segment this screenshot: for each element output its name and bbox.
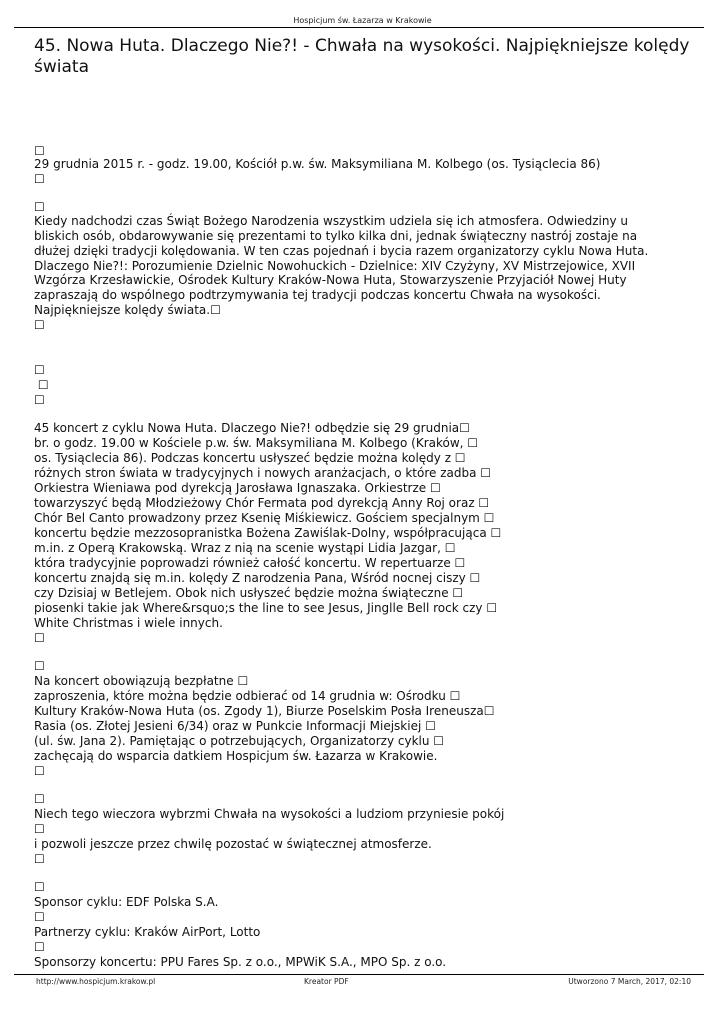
body-line: Chór Bel Canto prowadzony przez Ksenię Miśkiewicz. Gościem specjalnym ☐ <box>34 511 495 525</box>
body-line: ☐ <box>34 144 45 158</box>
body-line: Sponsor cyklu: EDF Polska S.A. <box>34 895 219 909</box>
body-line: i pozwoli jeszcze przez chwilę pozostać w świątecznej atmosferze. <box>34 837 432 851</box>
body-line: czy Dzisiaj w Betlejem. Obok nich usłyszeć będzie można świąteczne ☐ <box>34 586 464 600</box>
body-line: Orkiestra Wieniawa pod dyrekcją Jarosława Ignaszaka. Orkiestrze ☐ <box>34 481 441 495</box>
body-line: Kultury Kraków-Nowa Huta (os. Zgody 1), Biurze Poselskim Posła Ireneusza☐ <box>34 704 495 718</box>
body-line: ☐ <box>34 200 45 214</box>
footer-created-date: Utworzono 7 March, 2017, 02:10 <box>568 977 691 986</box>
body-line: Niech tego wieczora wybrzmi Chwała na wysokości a ludziom przyniesie pokój <box>34 807 505 821</box>
body-line: ☐ <box>34 172 45 186</box>
body-line: koncertu będzie mezzosopranistka Bożena Zawiślak-Dolny, współpracująca ☐ <box>34 526 502 540</box>
header-rule <box>14 27 704 28</box>
body-line: Sponsorzy koncertu: PPU Fares Sp. z o.o., MPWiK S.A., MPO Sp. z o.o. <box>34 955 447 969</box>
body-line: różnych stron świata w tradycyjnych i nowych aranżacjach, o które zadba ☐ <box>34 466 492 480</box>
body-line: m.in. z Operą Krakowską. Wraz z nią na scenie wystąpi Lidia Jazgar, ☐ <box>34 541 456 555</box>
body-line: zachęcają do wsparcia datkiem Hospicjum św. Łazarza w Krakowie. <box>34 749 438 763</box>
body-line: bliskich osób, obdarowywanie się prezentami to tylko kilka dni, jednak świąteczny nastrój zostaje na <box>34 229 638 243</box>
body-line: Najpiękniejsze kolędy świata.☐ <box>34 303 221 317</box>
body-line: ☐ <box>34 631 45 645</box>
body-line: zapraszają do wspólnego podtrzymywania tej tradycji podczas koncertu Chwała na wysokości. <box>34 288 601 302</box>
body-line: ☐ <box>34 659 45 673</box>
body-line: ☐ <box>34 852 45 866</box>
page-title: 45. Nowa Huta. Dlaczego Nie?! - Chwała na wysokości. Najpiękniejsze kolędy świata <box>34 36 690 77</box>
body-line: ☐ <box>34 363 45 377</box>
body-line: ☐ <box>34 940 45 954</box>
body-line: zaproszenia, które można będzie odbierać od 14 grudnia w: Ośrodku ☐ <box>34 689 461 703</box>
body-line: dłużej dzięki tradycji kolędowania. W ten czas pojednań i bycia razem organizatorzy cyklu Nowa Huta. <box>34 244 649 258</box>
footer-url-link[interactable]: http://www.hospicjum.krakow.pl <box>36 977 156 986</box>
body-line: ☐ <box>34 822 45 836</box>
body-line: os. Tysiąclecia 86). Podczas koncertu usłyszeć będzie można kolędy z ☐ <box>34 451 466 465</box>
body-line: ☐ <box>34 764 45 778</box>
body-line: Na koncert obowiązują bezpłatne ☐ <box>34 674 249 688</box>
body-line: br. o godz. 19.00 w Kościele p.w. św. Maksymiliana M. Kolbego (Kraków, ☐ <box>34 436 479 450</box>
body-line: ☐ <box>34 792 45 806</box>
body-line: Dlaczego Nie?!: Porozumienie Dzielnic Nowohuckich - Dzielnice: XIV Czyżyny, XV Mistrzejowice, XVII <box>34 259 636 273</box>
body-line: koncertu znajdą się m.in. kolędy Z narodzenia Pana, Wśród nocnej ciszy ☐ <box>34 571 481 585</box>
body-line: 29 grudnia 2015 r. - godz. 19.00, Kościół p.w. św. Maksymiliana M. Kolbego (os. Tysiąclecia 86) <box>34 157 601 171</box>
body-line: White Christmas i wiele innych. <box>34 616 223 630</box>
page-header: Hospicjum św. Łazarza w Krakowie <box>293 16 432 25</box>
body-line: Rasia (os. Złotej Jesieni 6/34) oraz w Punkcie Informacji Miejskiej ☐ <box>34 719 436 733</box>
body-line: (ul. św. Jana 2). Pamiętając o potrzebujących, Organizatorzy cyklu ☐ <box>34 734 445 748</box>
body-line: ☐ <box>34 910 45 924</box>
body-line: towarzyszyć będą Młodzieżowy Chór Fermata pod dyrekcją Anny Roj oraz ☐ <box>34 496 490 510</box>
body-line: 45 koncert z cyklu Nowa Huta. Dlaczego Nie?! odbędzie się 29 grudnia☐ <box>34 421 470 435</box>
body-line: piosenki takie jak Where&rsquo;s the line to see Jesus, Jinglle Bell rock czy ☐ <box>34 601 498 615</box>
body-line: która tradycyjnie poprowadzi również całość koncertu. W repertuarze ☐ <box>34 556 466 570</box>
body-line: Partnerzy cyklu: Kraków AirPort, Lotto <box>34 925 261 939</box>
body-line: Kiedy nadchodzi czas Świąt Bożego Narodzenia wszystkim udziela się ich atmosfera. Odwiedziny u <box>34 214 628 228</box>
footer-generator: Kreator PDF <box>304 977 349 986</box>
footer-rule <box>14 974 704 975</box>
body-line: ☐ <box>34 393 45 407</box>
body-line: ☐ <box>34 880 45 894</box>
body-line: Wzgórza Krzesławickie, Ośrodek Kultury Kraków-Nowa Huta, Stowarzyszenie Przyjaciół Nowej Huty <box>34 273 627 287</box>
body-line: ☐ <box>34 378 49 392</box>
body-line: ☐ <box>34 318 45 332</box>
